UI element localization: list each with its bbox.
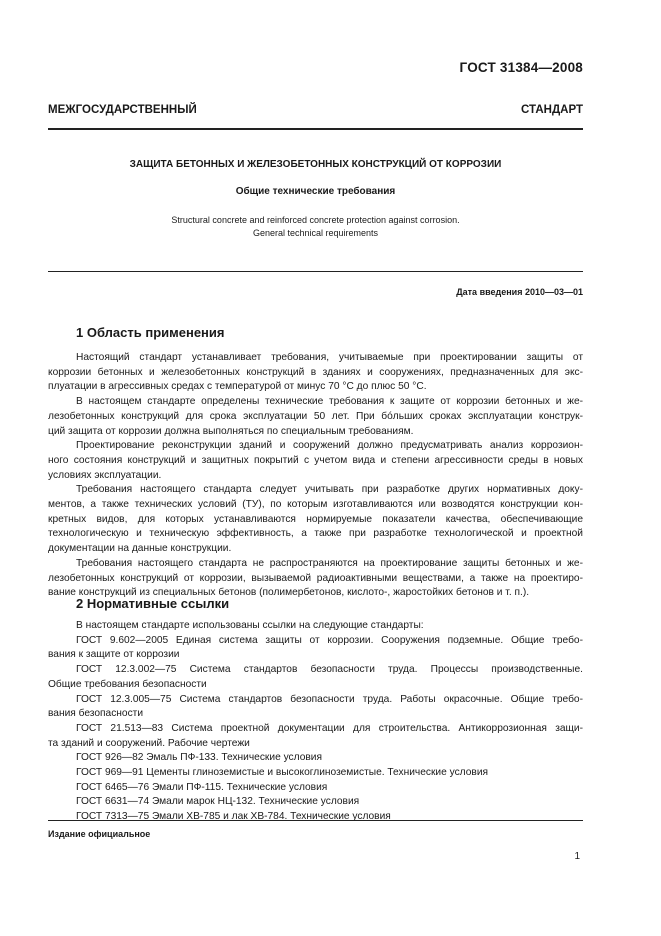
normative-reference-line: вания к защите от коррозии	[48, 649, 180, 661]
section-1-paragraph-line: условиях эксплуатации.	[48, 469, 162, 481]
section-1-paragraph-line: Требования настоящего стандарта следует учитывать при разработке других нормативных доку-	[76, 484, 583, 496]
normative-reference-line: ГОСТ 12.3.005—75 Система стандартов безопасности труда. Работы окрасочные. Общие требо-	[76, 693, 583, 705]
section-1-heading: 1 Область применения	[76, 325, 225, 340]
section-1-paragraph-line: плуатации в агрессивных средах с температурой от минус 70 °С до плюс 50 °С.	[48, 381, 427, 393]
section-1-paragraph-line: Настоящий стандарт устанавливает требования, учитываемые при проектировании защиты от	[76, 352, 583, 363]
document-subtitle: Общие технические требования	[235, 186, 396, 197]
section-1-paragraph-line: ного состояния конструкций и защитных покрытий с учетом вида и степени агрессивности среды в новых	[48, 454, 583, 466]
normative-reference-line: Общие требования безопасности	[48, 678, 207, 690]
section-1-paragraph-line: кретных видов, для которых устанавливаются нормируемые показатели качества, обеспечивающие	[48, 513, 583, 525]
header-rule	[48, 128, 583, 130]
section-1-paragraph-line: В настоящем стандарте определены технические требования к защите от коррозии бетонных и же-	[76, 396, 583, 408]
document-title: ЗАЩИТА БЕТОННЫХ И ЖЕЛЕЗОБЕТОННЫХ КОНСТРУКЦИЙ ОТ КОРРОЗИИ	[129, 159, 502, 170]
section-1-paragraph-line: Требования настоящего стандарта не распространяются на проектирование защиты бетонных и же-	[76, 557, 583, 569]
normative-reference-line: та зданий и сооружений. Рабочие чертежи	[48, 737, 250, 749]
footer-rule	[48, 820, 583, 821]
normative-reference-line: ГОСТ 6465—76 Эмали ПФ-115. Технические условия	[76, 781, 328, 793]
normative-reference-line: ГОСТ 926—82 Эмаль ПФ-133. Технические условия	[76, 752, 322, 764]
section-1-paragraph-line: документации на данные конструкции.	[48, 543, 232, 555]
normative-reference-line: вания безопасности	[48, 708, 144, 720]
page-number: 1	[574, 851, 580, 862]
section-2-heading: 2 Нормативные ссылки	[76, 596, 230, 611]
normative-reference-line: ГОСТ 12.3.002—75 Система стандартов безопасности труда. Процессы производственные.	[76, 664, 583, 676]
english-title-line-2: General technical requirements	[252, 228, 379, 238]
normative-reference-line: ГОСТ 21.513—83 Система проектной документации для строительства. Антикоррозионная защи-	[76, 722, 583, 734]
section-2-intro-line: В настоящем стандарте использованы ссылки на следующие стандарты:	[76, 620, 424, 631]
section-1-paragraph-line: ментов, а также технических условий (ТУ), по которым изготавливаются или возводятся конструкции кон-	[48, 499, 583, 510]
section-1-paragraph-line: коррозии бетонных и железобетонных конструкций в зданиях и сооружениях, предназначенных для экс-	[48, 366, 583, 378]
section-1-paragraph-line: Проектирование реконструкции зданий и сооружений должно предусматривать анализ коррозион-	[76, 440, 583, 452]
section-1-paragraph-line: вание конструкций из специальных бетонов (полимербетонов, кислото-, жаростойких бетонов и т. п.).	[48, 587, 530, 599]
normative-reference-line: ГОСТ 9.602—2005 Единая система защиты от коррозии. Сооружения подземные. Общие требо-	[76, 634, 583, 646]
title-rule	[48, 271, 583, 272]
english-title-line-1: Structural concrete and reinforced concrete protection against corrosion.	[171, 215, 460, 225]
standard-number: ГОСТ 31384—2008	[459, 60, 583, 75]
normative-reference-line: ГОСТ 6631—74 Эмали марок НЦ-132. Технические условия	[76, 796, 360, 808]
official-edition-label: Издание официальное	[48, 829, 151, 839]
section-1-paragraph-line: ций защита от коррозии должна выполняться по специальным требованиям.	[48, 425, 414, 437]
normative-reference-line: ГОСТ 7313—75 Эмали ХВ-785 и лак ХВ-784. Технические условия	[76, 811, 391, 823]
normative-reference-line: ГОСТ 969—91 Цементы глиноземистые и высокоглиноземистые. Технические условия	[76, 767, 489, 778]
english-title	[48, 214, 583, 240]
section-1-paragraph-line: лезобетонных конструкций от коррозии, вызываемой радиоактивными веществами, а также на проектиро-	[48, 572, 583, 584]
interstate-standard-label: МЕЖГОСУДАРСТВЕННЫЙ СТАНДАРТ	[48, 104, 583, 116]
section-1-paragraph-line: лезобетонных конструкций для срока эксплуатации 50 лет. При бóльших сроках эксплуатации конструк-	[48, 410, 583, 422]
introduction-date: Дата введения 2010—03—01	[456, 287, 583, 297]
section-1-paragraph-line: технологическую и техническую эффективность, а также при разработке технологической и проектной	[48, 528, 583, 540]
